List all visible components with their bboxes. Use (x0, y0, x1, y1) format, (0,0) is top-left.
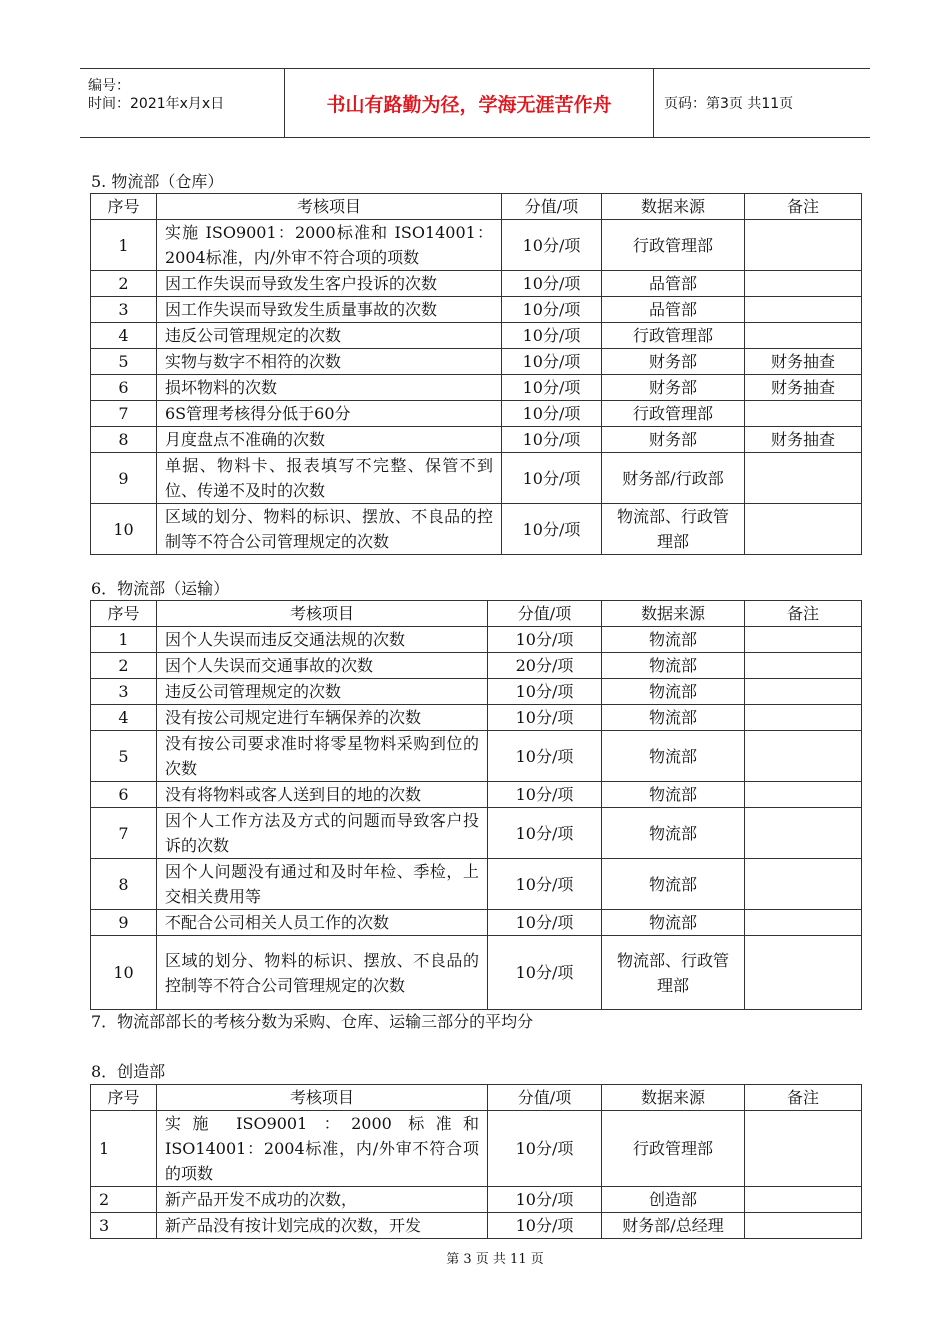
col-header-source: 数据来源 (602, 194, 745, 220)
row-source: 财务部/行政部 (602, 453, 745, 504)
table-row (91, 401, 862, 427)
col-header-item: 考核项目 (157, 601, 488, 627)
col-header-source: 数据来源 (602, 601, 745, 627)
col-header-note: 备注 (745, 194, 862, 220)
table-header-row (91, 1085, 862, 1111)
row-note (745, 323, 862, 349)
row-item: 违反公司管理规定的次数 (157, 323, 502, 349)
row-source: 物流部 (602, 653, 745, 679)
table-row (91, 808, 862, 859)
row-source: 物流部 (602, 679, 745, 705)
row-score: 10分/项 (502, 349, 602, 375)
row-item: 新产品没有按计划完成的次数，开发 (157, 1213, 488, 1239)
row-source: 物流部 (602, 859, 745, 910)
row-number: 4 (91, 705, 157, 731)
row-source: 财务部/总经理 (602, 1213, 745, 1239)
row-source: 品管部 (602, 297, 745, 323)
row-number: 2 (91, 1187, 157, 1213)
col-header-no: 序号 (91, 1085, 157, 1111)
row-note (745, 1111, 862, 1187)
row-score: 10分/项 (502, 323, 602, 349)
row-item: 6S管理考核得分低于60分 (157, 401, 502, 427)
row-source: 行政管理部 (602, 401, 745, 427)
row-source: 财务部 (602, 427, 745, 453)
row-number: 9 (91, 910, 157, 936)
row-score: 10分/项 (488, 910, 602, 936)
row-item: 因个人问题没有通过和及时年检、季检，上交相关费用等 (157, 859, 488, 910)
table-row (91, 731, 862, 782)
header-motto: 书山有路勤为径，学海无涯苦作舟 (285, 69, 654, 137)
row-score: 10分/项 (502, 401, 602, 427)
table-row (91, 1111, 862, 1187)
row-source: 财务部 (602, 375, 745, 401)
col-header-score: 分值/项 (488, 1085, 602, 1111)
row-item: 损坏物料的次数 (157, 375, 502, 401)
col-header-note: 备注 (745, 1085, 862, 1111)
row-number: 8 (91, 427, 157, 453)
section6-table (90, 600, 862, 1010)
col-header-item: 考核项目 (157, 1085, 488, 1111)
row-source: 物流部 (602, 782, 745, 808)
row-number: 3 (91, 679, 157, 705)
section8-table (90, 1084, 862, 1239)
row-source: 创造部 (602, 1187, 745, 1213)
table-row (91, 375, 862, 401)
row-item: 不配合公司相关人员工作的次数 (157, 910, 488, 936)
row-note (745, 504, 862, 555)
table-row (91, 653, 862, 679)
table-row (91, 220, 862, 271)
row-item: 区域的划分、物料的标识、摆放、不良品的控制等不符合公司管理规定的次数 (157, 504, 502, 555)
row-note (745, 271, 862, 297)
row-note (745, 297, 862, 323)
row-note (745, 220, 862, 271)
row-number: 10 (91, 936, 157, 1010)
row-number: 5 (91, 349, 157, 375)
section5-title: 5. 物流部（仓库） (91, 172, 224, 191)
row-number: 1 (91, 627, 157, 653)
row-score: 10分/项 (488, 1111, 602, 1187)
row-source: 行政管理部 (602, 323, 745, 349)
row-score: 10分/项 (502, 220, 602, 271)
row-source: 行政管理部 (602, 220, 745, 271)
row-number: 3 (91, 1213, 157, 1239)
row-score: 10分/项 (502, 297, 602, 323)
table-header-row (91, 601, 862, 627)
row-item: 月度盘点不准确的次数 (157, 427, 502, 453)
row-score: 10分/项 (502, 271, 602, 297)
row-item: 区域的划分、物料的标识、摆放、不良品的控制等不符合公司管理规定的次数 (157, 936, 488, 1010)
row-source: 品管部 (602, 271, 745, 297)
row-note (745, 910, 862, 936)
section6-title: 6．物流部（运输） (91, 579, 230, 598)
row-item: 新产品开发不成功的次数， (157, 1187, 488, 1213)
section8-title: 8．创造部 (91, 1062, 166, 1081)
table-row (91, 910, 862, 936)
table-row (91, 271, 862, 297)
row-score: 10分/项 (488, 627, 602, 653)
header-page-info: 页码：第3页 共11页 (664, 96, 794, 112)
row-number: 6 (91, 375, 157, 401)
row-item: 因个人失误而交通事故的次数 (157, 653, 488, 679)
table-row (91, 427, 862, 453)
row-number: 5 (91, 731, 157, 782)
row-score: 10分/项 (488, 1213, 602, 1239)
col-header-no: 序号 (91, 194, 157, 220)
row-note (745, 936, 862, 1010)
row-number: 4 (91, 323, 157, 349)
col-header-item: 考核项目 (157, 194, 502, 220)
row-note (745, 1187, 862, 1213)
table-row (91, 936, 862, 1010)
row-note: 财务抽查 (745, 427, 862, 453)
row-item: 实施 ISO9001 ：2000 标准和 ISO14001：2004标准，内/外审不符合项的项数 (157, 1111, 488, 1187)
col-header-no: 序号 (91, 601, 157, 627)
page-footer: 第 3 页 共 11 页 (446, 1252, 544, 1267)
row-note (745, 731, 862, 782)
row-note (745, 808, 862, 859)
row-number: 3 (91, 297, 157, 323)
table-row (91, 705, 862, 731)
row-number: 2 (91, 653, 157, 679)
table-row (91, 453, 862, 504)
row-item: 单据、物料卡、报表填写不完整、保管不到位、传递不及时的次数 (157, 453, 502, 504)
row-score: 10分/项 (502, 453, 602, 504)
row-score: 10分/项 (488, 705, 602, 731)
row-source: 物流部 (602, 627, 745, 653)
row-score: 10分/项 (502, 504, 602, 555)
row-score: 10分/项 (502, 427, 602, 453)
row-score: 10分/项 (488, 731, 602, 782)
row-number: 6 (91, 782, 157, 808)
row-number: 1 (91, 220, 157, 271)
row-score: 10分/项 (488, 782, 602, 808)
header-meta-cell (80, 69, 285, 137)
row-source: 物流部、行政管理部 (602, 936, 745, 1010)
row-item: 没有按公司规定进行车辆保养的次数 (157, 705, 488, 731)
row-source: 财务部 (602, 349, 745, 375)
table-header-row (91, 194, 862, 220)
row-item: 实施 ISO9001：2000标准和 ISO14001：2004标准，内/外审不符合项的项数 (157, 220, 502, 271)
row-source: 物流部、行政管理部 (602, 504, 745, 555)
row-number: 7 (91, 808, 157, 859)
row-item: 因个人失误而违反交通法规的次数 (157, 627, 488, 653)
row-note: 财务抽查 (745, 375, 862, 401)
document-header (80, 68, 870, 138)
row-source: 物流部 (602, 910, 745, 936)
table-row (91, 782, 862, 808)
row-score: 10分/项 (488, 808, 602, 859)
table-row (91, 349, 862, 375)
row-note: 财务抽查 (745, 349, 862, 375)
row-number: 10 (91, 504, 157, 555)
row-item: 没有按公司要求准时将零星物料采购到位的次数 (157, 731, 488, 782)
table-row (91, 679, 862, 705)
row-score: 10分/项 (502, 375, 602, 401)
row-note (745, 782, 862, 808)
row-item: 因工作失误而导致发生客户投诉的次数 (157, 271, 502, 297)
table-row (91, 297, 862, 323)
section5-table (90, 193, 862, 555)
row-note (745, 1213, 862, 1239)
doc-time-label: 时间：2021年x月x日 (88, 96, 225, 112)
row-note (745, 401, 862, 427)
row-number: 7 (91, 401, 157, 427)
row-source: 行政管理部 (602, 1111, 745, 1187)
col-header-note: 备注 (745, 601, 862, 627)
row-score: 10分/项 (488, 1187, 602, 1213)
row-score: 10分/项 (488, 679, 602, 705)
table-row (91, 323, 862, 349)
row-source: 物流部 (602, 705, 745, 731)
row-item: 没有将物料或客人送到目的地的次数 (157, 782, 488, 808)
col-header-score: 分值/项 (488, 601, 602, 627)
table-row (91, 1213, 862, 1239)
row-item: 实物与数字不相符的次数 (157, 349, 502, 375)
row-score: 20分/项 (488, 653, 602, 679)
row-source: 物流部 (602, 808, 745, 859)
col-header-score: 分值/项 (502, 194, 602, 220)
row-score: 10分/项 (488, 859, 602, 910)
row-number: 9 (91, 453, 157, 504)
row-note (745, 653, 862, 679)
row-note (745, 705, 862, 731)
row-score: 10分/项 (488, 936, 602, 1010)
table-row (91, 859, 862, 910)
row-source: 物流部 (602, 731, 745, 782)
row-item: 因工作失误而导致发生质量事故的次数 (157, 297, 502, 323)
table-row (91, 504, 862, 555)
row-number: 8 (91, 859, 157, 910)
row-number: 2 (91, 271, 157, 297)
col-header-source: 数据来源 (602, 1085, 745, 1111)
row-item: 违反公司管理规定的次数 (157, 679, 488, 705)
table-row (91, 1187, 862, 1213)
row-note (745, 627, 862, 653)
row-note (745, 859, 862, 910)
row-item: 因个人工作方法及方式的问题而导致客户投诉的次数 (157, 808, 488, 859)
table-row (91, 627, 862, 653)
row-note (745, 453, 862, 504)
row-number: 1 (91, 1111, 157, 1187)
doc-number-label: 编号： (88, 78, 130, 94)
section7-text: 7．物流部部长的考核分数为采购、仓库、运输三部分的平均分 (91, 1012, 534, 1031)
row-note (745, 679, 862, 705)
